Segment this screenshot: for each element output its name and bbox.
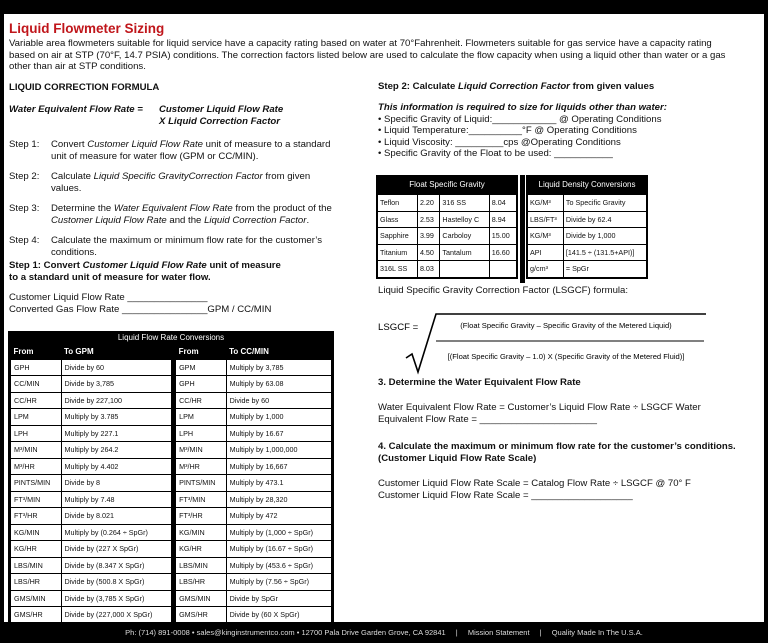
step-text: Calculate bbox=[51, 171, 94, 182]
table-cell: 316L SS bbox=[378, 261, 418, 278]
table-cell: Glass bbox=[378, 211, 418, 228]
table-cell: Divide by SpGr bbox=[226, 590, 331, 607]
table-cell: g/cm³ bbox=[528, 261, 564, 278]
liquid-density-conversions-table bbox=[526, 175, 648, 279]
table-row bbox=[11, 458, 332, 475]
table-cell: LPM bbox=[11, 409, 62, 426]
step2-text: Step 2: Calculate bbox=[378, 81, 458, 92]
lcf-heading: LIQUID CORRECTION FORMULA bbox=[9, 82, 160, 93]
step-item bbox=[9, 139, 339, 162]
table-cell: Multiply by 473.1 bbox=[226, 475, 331, 492]
top-bar bbox=[0, 0, 768, 14]
table-cell: Multiply by 472 bbox=[226, 508, 331, 525]
table-cell: 316 SS bbox=[440, 195, 489, 212]
table-cell: M³/MIN bbox=[176, 442, 227, 459]
column-header: To CC/MIN bbox=[226, 345, 331, 359]
table-cell: Divide by 3,785 bbox=[61, 376, 172, 393]
table-row bbox=[11, 475, 332, 492]
info-item: • Liquid Viscosity: _________cps @Operating Conditions bbox=[378, 136, 621, 148]
table-row bbox=[11, 359, 332, 376]
table-row bbox=[11, 557, 332, 574]
table-row bbox=[11, 590, 332, 607]
step-number: Step 1: bbox=[9, 139, 40, 150]
footer-contact: Ph: (714) 891-0008 • sales@kinginstrumentco.com • 12700 Pala Drive Garden Grove, CA 92841 bbox=[125, 628, 446, 637]
table-row bbox=[11, 508, 332, 525]
table-cell: 2.20 bbox=[417, 195, 439, 212]
table-cell: 3.99 bbox=[417, 228, 439, 245]
table-cell: GMS/MIN bbox=[176, 590, 227, 607]
table-cell: Divide by 60 bbox=[226, 392, 331, 409]
table-cell: Sapphire bbox=[378, 228, 418, 245]
step-text: Convert bbox=[51, 139, 88, 150]
step-text: . bbox=[306, 214, 310, 226]
table-divider bbox=[520, 175, 525, 283]
table-cell: 2.53 bbox=[417, 211, 439, 228]
step-text-em: Water Equivalent Flow Rate bbox=[113, 203, 233, 214]
table-row bbox=[528, 211, 647, 228]
info-item: • Specific Gravity of Liquid:____________ @ Operating Conditions bbox=[378, 113, 662, 125]
table-cell: PINTS/MIN bbox=[176, 475, 227, 492]
table-cell: Divide by 8.021 bbox=[61, 508, 172, 525]
table-cell: Multiply by 264.2 bbox=[61, 442, 172, 459]
lsgcf-numerator: (Float Specific Gravity – Specific Gravity of the Metered Liquid) bbox=[460, 321, 672, 330]
table-cell: KG/MIN bbox=[11, 524, 62, 541]
table-cell: 8.94 bbox=[489, 211, 516, 228]
page-title: Liquid Flowmeter Sizing bbox=[9, 21, 165, 36]
table-cell: GMS/HR bbox=[176, 607, 227, 624]
step-item bbox=[9, 171, 339, 194]
table-cell: Multiply by 16,667 bbox=[226, 458, 331, 475]
step-number: Step 3: bbox=[9, 203, 40, 214]
table-cell: Divide by (8.347 X SpGr) bbox=[61, 557, 172, 574]
wefr-line: Water Equivalent Flow Rate = Customer’s Liquid Flow Rate ÷ LSGCF Water bbox=[378, 402, 701, 413]
table-cell: Divide by (60 X SpGr) bbox=[226, 607, 331, 624]
lsgcf-denominator: [(Float Specific Gravity – 1.0) X (Specific Gravity of the Metered Fluid)] bbox=[447, 352, 685, 361]
table-cell: Divide by 8 bbox=[61, 475, 172, 492]
table-cell: 4.50 bbox=[417, 244, 439, 261]
table-row bbox=[528, 244, 647, 261]
info-item: • Liquid Temperature:__________°F @ Operating Conditions bbox=[378, 125, 637, 136]
step-text: Calculate the maximum or minimum flow rate for the customer’s conditions. bbox=[51, 235, 323, 258]
footer-separator: | bbox=[455, 628, 458, 637]
table-row bbox=[378, 211, 517, 228]
mission-statement-link[interactable]: Mission Statement bbox=[467, 628, 530, 637]
step1-heading-em: Customer Liquid Flow Rate bbox=[82, 260, 207, 271]
table-row bbox=[528, 195, 647, 212]
table-cell: API bbox=[528, 244, 564, 261]
table-cell: FT³/HR bbox=[11, 508, 62, 525]
table-cell: Divide by 60 bbox=[61, 359, 172, 376]
section3-heading: 3. Determine the Water Equivalent Flow Rate bbox=[378, 377, 581, 388]
table-cell: CC/HR bbox=[11, 392, 62, 409]
table-row bbox=[11, 409, 332, 426]
table-row bbox=[11, 442, 332, 459]
step-text: Determine the bbox=[51, 203, 114, 214]
table-row bbox=[11, 376, 332, 393]
steps-list bbox=[9, 139, 339, 267]
table-cell: Multiply by 3,785 bbox=[226, 359, 331, 376]
customer-flow-line: Customer Liquid Flow Rate _______________ bbox=[9, 292, 208, 303]
table-cell: Multiply by 63.08 bbox=[226, 376, 331, 393]
table-cell: KG/M³ bbox=[528, 195, 564, 212]
step2-heading bbox=[378, 81, 748, 93]
table-cell: LPH bbox=[11, 425, 62, 442]
table-cell bbox=[440, 261, 489, 278]
table-cell bbox=[489, 261, 516, 278]
table-caption: Liquid Density Conversions bbox=[538, 180, 636, 189]
wefr-line: Equivalent Flow Rate = ______________________ bbox=[378, 413, 597, 425]
table-row bbox=[378, 244, 517, 261]
water-equivalent-flow-rate bbox=[378, 402, 748, 425]
table-cell: M³/HR bbox=[11, 458, 62, 475]
step1-heading-text: to a standard unit of measure for water flow. bbox=[9, 271, 211, 283]
intro-paragraph: Variable area flowmeters suitable for liquid service have a capacity rating based on water at 70°Fahrenheit. Flowmeters suitable for gas service have a capacity rating based on air at STP (70°F, 14.7 PSIA) conditions. The correction factors listed below are used to calculate the flow capacity when using a liquid other than water or a gas other than air at STP conditions. bbox=[9, 38, 726, 72]
table-cell: Divide by (227 X SpGr) bbox=[61, 541, 172, 558]
table-row bbox=[11, 607, 332, 624]
scale-line: Customer Liquid Flow Rate Scale = ___________________ bbox=[378, 489, 633, 501]
table-cell: 8.04 bbox=[489, 195, 516, 212]
liquid-correction-formula bbox=[9, 104, 283, 127]
document-page bbox=[4, 14, 764, 622]
column-header: From bbox=[11, 345, 62, 359]
step-text: from the product of the bbox=[232, 203, 332, 214]
table-cell: FT³/MIN bbox=[176, 491, 227, 508]
table-cell: Multiply by 7.48 bbox=[61, 491, 172, 508]
step-text-em: Customer Liquid Flow Rate bbox=[51, 214, 167, 226]
table-cell: 15.00 bbox=[489, 228, 516, 245]
table-row bbox=[11, 574, 332, 591]
table-caption: Float Specific Gravity bbox=[409, 180, 485, 189]
table-cell: LBS/MIN bbox=[176, 557, 227, 574]
table-cell: FT³/MIN bbox=[11, 491, 62, 508]
table-cell: Multiply by 16.67 bbox=[226, 425, 331, 442]
table-cell: GPH bbox=[11, 359, 62, 376]
converted-flow-line: Converted Gas Flow Rate ________________GPM / CC/MIN bbox=[9, 303, 272, 315]
column-header: To GPM bbox=[61, 345, 172, 359]
table-cell: Multiply by (1,000 ÷ SpGr) bbox=[226, 524, 331, 541]
step1-heading-text: Step 1: Convert bbox=[9, 260, 83, 271]
table-cell: Multiply by (16.67 ÷ SpGr) bbox=[226, 541, 331, 558]
table-cell: Divide by (227,000 X SpGr) bbox=[61, 607, 172, 624]
table-cell: Multiply by 1,000 bbox=[226, 409, 331, 426]
info-item: • Specific Gravity of the Float to be used: ___________ bbox=[378, 148, 613, 159]
table-row bbox=[378, 261, 517, 278]
footer-separator: | bbox=[539, 628, 542, 637]
step2-em: Liquid Correction Factor bbox=[457, 81, 570, 92]
flow-rate-scale bbox=[378, 478, 748, 501]
table-row bbox=[11, 524, 332, 541]
step-text-em: Liquid Specific GravityCorrection Factor bbox=[93, 171, 263, 182]
step1-heading-text: unit of measure bbox=[206, 260, 281, 271]
table-cell: LBS/FT³ bbox=[528, 211, 564, 228]
table-cell: Multiply by (0.264 ÷ SpGr) bbox=[61, 524, 172, 541]
table-cell: Multiply by 3.785 bbox=[61, 409, 172, 426]
table-row bbox=[11, 491, 332, 508]
table-cell: = SpGr bbox=[563, 261, 646, 278]
table-cell: LPM bbox=[176, 409, 227, 426]
flow-rate-lines bbox=[9, 292, 339, 315]
table-cell: Multiply by (453.6 ÷ SpGr) bbox=[226, 557, 331, 574]
table-cell: Divide by (500.8 X SpGr) bbox=[61, 574, 172, 591]
formula-lhs: Water Equivalent Flow Rate = bbox=[9, 104, 143, 115]
step-item bbox=[9, 203, 339, 226]
table-cell: Divide by 227,100 bbox=[61, 392, 172, 409]
table-row bbox=[378, 228, 517, 245]
step-text: and the bbox=[166, 214, 205, 226]
table-cell: To Specific Gravity bbox=[563, 195, 646, 212]
table-row bbox=[528, 228, 647, 245]
table-cell: Multiply by 1,000,000 bbox=[226, 442, 331, 459]
required-info bbox=[378, 102, 748, 160]
step-number: Step 4: bbox=[9, 235, 40, 246]
table-row bbox=[11, 392, 332, 409]
table-row bbox=[378, 195, 517, 212]
table-cell: LBS/HR bbox=[11, 574, 62, 591]
table-cell: Multiply by 4.402 bbox=[61, 458, 172, 475]
table-cell: [141.5 ÷ (131.5+API)] bbox=[563, 244, 646, 261]
step-text-em: Liquid Correction Factor bbox=[204, 214, 307, 226]
table-cell: Teflon bbox=[378, 195, 418, 212]
table-cell: Carboloy bbox=[440, 228, 489, 245]
table-cell: M³/HR bbox=[176, 458, 227, 475]
float-specific-gravity-table bbox=[376, 175, 518, 279]
table-cell: 16.60 bbox=[489, 244, 516, 261]
lsgcf-label: Liquid Specific Gravity Correction Factor (LSGCF) formula: bbox=[378, 285, 629, 296]
table-row bbox=[11, 425, 332, 442]
table-cell: CC/MIN bbox=[11, 376, 62, 393]
footer-made-in-usa: Quality Made In The U.S.A. bbox=[551, 628, 643, 637]
table-caption: Liquid Flow Rate Conversions bbox=[117, 333, 225, 342]
step-item bbox=[9, 235, 339, 258]
table-cell: GPH bbox=[176, 376, 227, 393]
table-cell: KG/M³ bbox=[528, 228, 564, 245]
table-cell: LPH bbox=[176, 425, 227, 442]
table-cell: CC/HR bbox=[176, 392, 227, 409]
liquid-flow-rate-conversions-table bbox=[8, 331, 334, 626]
lsgcf-equation bbox=[376, 312, 706, 382]
table-row bbox=[11, 541, 332, 558]
table-cell: Multiply by 227.1 bbox=[61, 425, 172, 442]
table-row bbox=[528, 261, 647, 278]
scale-line: Customer Liquid Flow Rate Scale = Catalog Flow Rate ÷ LSGCF @ 70° F bbox=[378, 478, 691, 489]
step-number: Step 2: bbox=[9, 171, 40, 182]
table-cell: KG/HR bbox=[11, 541, 62, 558]
step-text-em: Customer Liquid Flow Rate bbox=[87, 139, 203, 150]
step1-heading bbox=[9, 260, 339, 283]
table-cell: FT³/HR bbox=[176, 508, 227, 525]
table-cell: Titanium bbox=[378, 244, 418, 261]
table-cell: LBS/HR bbox=[176, 574, 227, 591]
info-heading: This information is required to size for liquids other than water: bbox=[378, 102, 667, 113]
table-cell: Hastelloy C bbox=[440, 211, 489, 228]
step2-text: from given values bbox=[569, 81, 655, 92]
table-cell: Tantalum bbox=[440, 244, 489, 261]
section4-heading: 4. Calculate the maximum or minimum flow rate for the customer’s conditions. (Customer Liquid Flow Rate Scale) bbox=[378, 441, 736, 464]
table-cell: Divide by (3,785 X SpGr) bbox=[61, 590, 172, 607]
table-cell: PINTS/MIN bbox=[11, 475, 62, 492]
lsgcf-lhs: LSGCF = bbox=[378, 322, 419, 333]
footer bbox=[0, 622, 768, 643]
table-cell: LBS/MIN bbox=[11, 557, 62, 574]
table-cell: KG/HR bbox=[176, 541, 227, 558]
table-cell: Multiply by 28,320 bbox=[226, 491, 331, 508]
step-text: unit of measure to a standard unit of measure for water flow (GPM or CC/MIN). bbox=[51, 139, 331, 162]
table-cell: Multiply by (7.56 ÷ SpGr) bbox=[226, 574, 331, 591]
table-cell: Divide by 1,000 bbox=[563, 228, 646, 245]
table-cell: GPM bbox=[176, 359, 227, 376]
formula-rhs-1: Customer Liquid Flow Rate bbox=[159, 104, 284, 115]
table-cell: GMS/MIN bbox=[11, 590, 62, 607]
step-text: from given values. bbox=[51, 171, 311, 194]
table-cell: KG/MIN bbox=[176, 524, 227, 541]
table-cell: 8.03 bbox=[417, 261, 439, 278]
table-cell: GMS/HR bbox=[11, 607, 62, 624]
table-cell: Divide by 62.4 bbox=[563, 211, 646, 228]
formula-rhs-2: X Liquid Correction Factor bbox=[159, 115, 280, 127]
column-header: From bbox=[176, 345, 227, 359]
table-cell: M³/MIN bbox=[11, 442, 62, 459]
